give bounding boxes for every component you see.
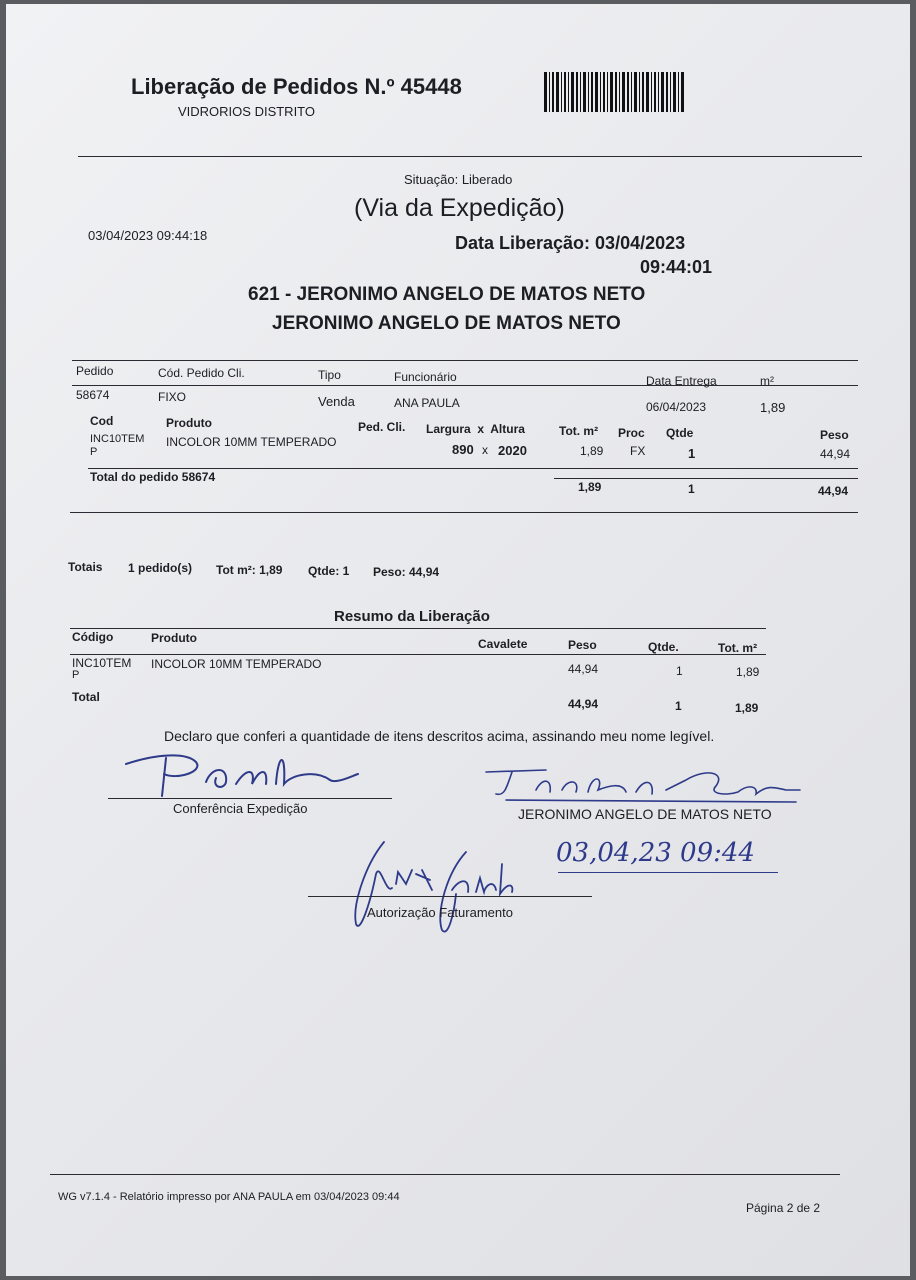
expedition-signature-label: Conferência Expedição	[173, 801, 308, 816]
document-page	[6, 4, 910, 1276]
client-signature-label: JERONIMO ANGELO DE MATOS NETO	[518, 806, 772, 822]
order-data-entrega: 06/04/2023	[646, 400, 707, 414]
item-header-ped-cli: Ped. Cli.	[358, 420, 406, 434]
release-date: Data Liberação: 03/04/2023	[455, 233, 686, 253]
item-produto: INCOLOR 10MM TEMPERADO	[166, 435, 337, 449]
summary-header-produto: Produto	[151, 631, 197, 645]
order-tipo: Venda	[318, 394, 355, 409]
totals-pedidos: 1 pedido(s)	[128, 561, 193, 575]
summary-header-cavalete: Cavalete	[478, 637, 528, 651]
order-total-qtde: 1	[688, 482, 695, 496]
order-table-bottom-rule	[70, 512, 858, 513]
expedition-signature	[116, 744, 366, 804]
client-name: JERONIMO ANGELO DE MATOS NETO	[272, 313, 621, 334]
order-header-rule	[72, 385, 858, 386]
status-text: Situação: Liberado	[404, 172, 513, 187]
col-header-data-entrega: Data Entrega	[646, 374, 717, 388]
summary-total-label: Total	[72, 690, 100, 704]
company-name: VIDRORIOS DISTRITO	[178, 104, 315, 119]
item-header-produto: Produto	[166, 416, 212, 430]
order-total-values-rule	[554, 478, 858, 479]
billing-authorization-signature	[336, 834, 536, 944]
summary-title: Resumo da Liberação	[334, 608, 490, 625]
barcode	[544, 72, 684, 112]
order-total-tot-m2: 1,89	[578, 480, 602, 494]
footer-page-number: Página 2 de 2	[746, 1201, 821, 1215]
client-signature	[476, 760, 806, 810]
footer-report-info: WG v7.1.4 - Relatório impresso por ANA PAULA em 03/04/2023 09:44	[58, 1191, 400, 1203]
billing-authorization-line	[308, 896, 592, 897]
totals-label: Totais	[68, 560, 103, 574]
summary-header-rule	[70, 654, 766, 655]
summary-top-rule	[70, 628, 766, 629]
order-funcionario: ANA PAULA	[394, 396, 460, 410]
copy-designation: (Via da Expedição)	[354, 194, 565, 222]
item-header-proc: Proc	[618, 426, 645, 440]
item-header-tot-m2: Tot. m²	[559, 424, 599, 438]
order-total-peso: 44,94	[818, 484, 849, 498]
col-header-tipo: Tipo	[318, 368, 341, 382]
summary-total-peso: 44,94	[568, 697, 599, 711]
expedition-signature-line	[108, 798, 392, 799]
item-largura: 890	[452, 442, 474, 457]
item-cod-line2: P	[90, 446, 98, 458]
item-altura: 2020	[498, 443, 527, 458]
totals-tot-m2: Tot m²: 1,89	[216, 563, 283, 577]
summary-tot-m2: 1,89	[736, 665, 760, 679]
summary-header-codigo: Código	[72, 630, 114, 644]
col-header-m2: m²	[760, 374, 774, 388]
header-divider	[78, 156, 862, 157]
order-total-rule	[88, 468, 858, 469]
order-m2: 1,89	[760, 400, 786, 415]
item-header-largura-altura: Largura x Altura	[426, 422, 525, 436]
order-pedido: 58674	[76, 388, 110, 402]
summary-header-qtde: Qtde.	[648, 640, 679, 654]
item-dimension-separator: x	[482, 443, 488, 457]
order-total-label: Total do pedido 58674	[90, 470, 216, 484]
totals-peso: Peso: 44,94	[373, 565, 440, 579]
item-qtde: 1	[688, 446, 696, 461]
summary-codigo-line2: P	[72, 669, 80, 681]
item-header-peso: Peso	[820, 428, 849, 442]
totals-qtde: Qtde: 1	[308, 564, 350, 578]
handwritten-date-underline	[558, 872, 778, 873]
col-header-cod-pedido-cli: Cód. Pedido Cli.	[158, 366, 245, 380]
item-peso: 44,94	[820, 447, 851, 461]
item-proc: FX	[630, 444, 646, 458]
col-header-funcionario: Funcionário	[394, 370, 457, 384]
item-header-cod: Cod	[90, 414, 114, 428]
summary-produto: INCOLOR 10MM TEMPERADO	[151, 657, 322, 671]
item-cod-line1: INC10TEM	[90, 433, 145, 445]
billing-authorization-label: Autorização Faturamento	[367, 905, 513, 920]
summary-qtde: 1	[676, 664, 683, 678]
col-header-pedido: Pedido	[76, 364, 114, 378]
summary-header-peso: Peso	[568, 638, 597, 652]
printed-timestamp: 03/04/2023 09:44:18	[88, 228, 208, 243]
summary-peso: 44,94	[568, 662, 599, 676]
summary-codigo-line1: INC10TEM	[72, 656, 132, 670]
order-cod-pedido-cli: FIXO	[158, 390, 187, 404]
summary-total-tot-m2: 1,89	[735, 701, 759, 715]
client-code-name: 621 - JERONIMO ANGELO DE MATOS NETO	[248, 284, 646, 305]
declaration-text: Declaro que conferi a quantidade de itens descritos acima, assinando meu nome legível.	[164, 728, 715, 744]
handwritten-date: 03,04,23 09:44	[556, 838, 755, 868]
summary-total-qtde: 1	[675, 699, 682, 713]
summary-header-tot-m2: Tot. m²	[718, 641, 758, 655]
release-time: 09:44:01	[640, 257, 713, 277]
order-table-top-rule	[72, 360, 858, 361]
document-title: Liberação de Pedidos N.º 45448	[131, 74, 462, 99]
item-tot-m2: 1,89	[580, 444, 604, 458]
footer-divider	[50, 1174, 840, 1175]
item-header-qtde: Qtde	[666, 426, 694, 440]
